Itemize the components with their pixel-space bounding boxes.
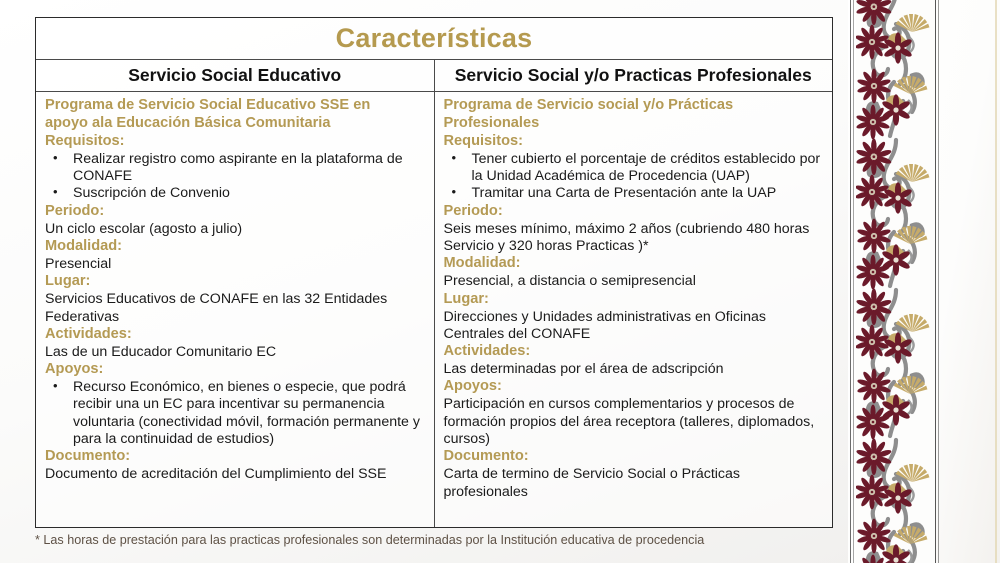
border-rule-inner-2 (938, 0, 939, 563)
section-label: Periodo: (443, 202, 503, 219)
section-bullet-list (45, 379, 426, 448)
characteristics-table (35, 17, 833, 528)
section-text: Las determinadas por el área de adscripción (443, 361, 724, 378)
section-label: Modalidad: (443, 255, 521, 272)
column-content-right (435, 92, 833, 527)
sections-left (45, 133, 426, 484)
column-header-left: Servicio Social Educativo (36, 60, 435, 91)
border-rule-outer-2 (853, 0, 854, 563)
section-label: Periodo: (45, 202, 105, 219)
table-header-row (36, 60, 832, 92)
column-header-right: Servicio Social y/o Practicas Profesionales (454, 65, 812, 85)
border-rule-inner-1 (935, 0, 936, 563)
section-text: Seis meses mínimo, máximo 2 años (cubriendo 480 horas Servicio y 320 horas Practicas )* (443, 220, 810, 254)
list-item: • Tramitar una Carta de Presentación ante la UAP (444, 185, 825, 202)
section-label: Lugar: (443, 290, 489, 307)
program-title-line-1: Programa de Servicio social y/o Prácticas (443, 97, 734, 113)
section-label: Modalidad: (45, 238, 123, 254)
section-text: Participación en cursos complementarios y procesos de formación propios del área receptora (talleres, diplomados, cursos) (443, 396, 815, 447)
section-label: Actividades: (45, 325, 132, 342)
list-item: • Recurso Económico, en bienes o especie, que podrá recibir una un EC para incentivar su permanencia voluntaria (conectividad móvil, formación permanente y para la continuidad de estudios) (45, 379, 426, 448)
section-label: Apoyos: (45, 361, 104, 378)
page-title: Características (335, 23, 533, 53)
section-label: Documento: (45, 448, 131, 465)
column-content-left (36, 92, 435, 527)
table-title-row (36, 18, 832, 60)
section-text: Presencial (45, 255, 112, 272)
floral-ornament-svg (856, 0, 935, 563)
section-label: Documento: (443, 448, 529, 465)
section-bullet-list (45, 151, 426, 203)
section-text: Direcciones y Unidades administrativas en Oficinas Centrales del CONAFE (443, 308, 767, 342)
section-text: Presencial, a distancia o semipresencial (443, 273, 696, 290)
section-label: Actividades: (443, 343, 531, 360)
section-bullet-list (444, 151, 825, 203)
section-text: Documento de acreditación del Cumplimiento del SSE (45, 466, 387, 483)
section-label: Apoyos: (443, 378, 502, 395)
section-text: Carta de termino de Servicio Social o Prácticas profesionales (443, 466, 740, 500)
floral-ornament-band (856, 0, 935, 563)
section-label: Requisitos: (443, 132, 523, 149)
section-label: Lugar: (45, 273, 91, 290)
list-item: • Realizar registro como aspirante en la plataforma de CONAFE (45, 151, 426, 186)
section-text: Las de un Educador Comunitario EC (45, 343, 277, 360)
border-gold-edge (995, 0, 997, 563)
section-text: Servicios Educativos de CONAFE en las 32 Entidades Federativas (45, 291, 388, 325)
list-item: • Suscripción de Convenio (45, 185, 426, 202)
decorative-floral-border (848, 0, 1000, 563)
border-rule-outer-1 (850, 0, 851, 563)
program-title-line-1: Programa de Servicio Social Educativo SSE en (45, 97, 371, 113)
section-label: Requisitos: (45, 132, 125, 149)
sections-right (444, 133, 825, 501)
table-body-row (36, 92, 832, 527)
footnote: * Las horas de prestación para las practicas profesionales son determinadas por la Institución educativa de procedencia (35, 533, 705, 547)
section-text: Un ciclo escolar (agosto a julio) (45, 220, 243, 237)
list-item: • Tener cubierto el porcentaje de créditos establecido por la Unidad Académica de Procedencia (UAP) (444, 151, 825, 186)
program-title-line-2: Profesionales (443, 114, 540, 131)
program-title-line-2: apoyo ala Educación Básica Comunitaria (45, 114, 331, 131)
